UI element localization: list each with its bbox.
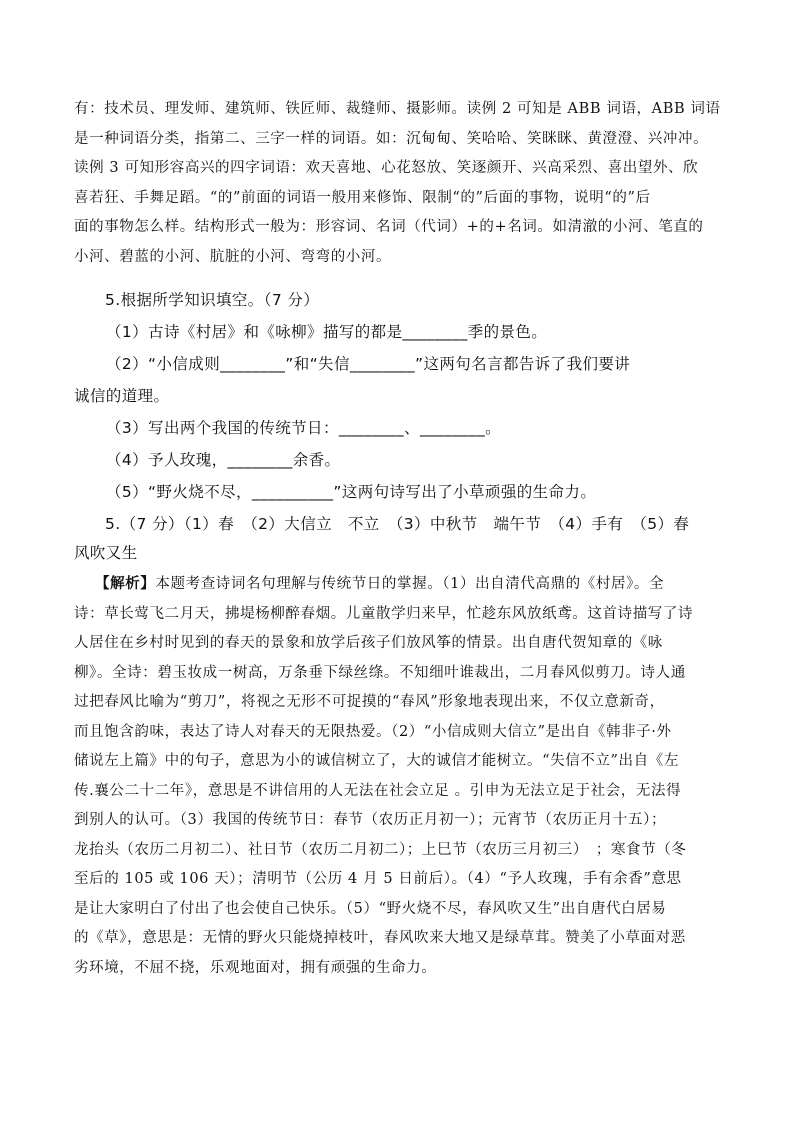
text-line: 是一种词语分类，指第二、三字一样的词语。如：沉甸甸、笑哈哈、笑眯眯、黄澄澄、兴冲冲。	[74, 130, 709, 147]
answer-line: 5.（7 分）（1）春 （2）大信立 不立 （3）中秋节 端午节 （4）手有 （5）春	[105, 515, 690, 533]
previous-analysis	[74, 95, 726, 272]
question-item-3: （3）写出两个我国的传统节日：________、________。	[106, 419, 502, 437]
question-item-4: （4）予人玫瑰，________余香。	[106, 451, 341, 469]
text-line: 有：技术员、理发师、建筑师、铁匠师、裁缝师、摄影师。读例 2 可知是 ABB 词语，ABB 词语	[74, 101, 721, 117]
analysis-line: 而且饱含韵味，表达了诗人对春天的无限热爱。（2）“小信成则大信立”是出自《韩非子·外	[74, 723, 672, 740]
text-line: 读例 3 可知形容高兴的四字词语：欢天喜地、心花怒放、笑逐颜开、兴高采烈、喜出望外、欣	[74, 160, 699, 176]
text-line: 面的事物怎么样。结构形式一般为：形容词、名词（代词）+的+名词。如清澈的小河、笔直的	[74, 219, 704, 235]
text-line: 喜若狂、手舞足蹈。“的”前面的词语一般用来修饰、限制“的”后面的事物，说明“的”后	[74, 189, 651, 206]
answer-line: 风吹又生	[74, 544, 138, 562]
analysis-line: 至后的 105 或 106 天）；清明节（公历 4 月 5 日前后）。（4）“予人玫瑰，手有余香”意思	[74, 871, 682, 887]
question-5	[74, 284, 726, 508]
question-item-2-cont: 诚信的道理。	[74, 387, 170, 405]
answer-block	[74, 510, 726, 568]
analysis-line: 诗：草长莺飞二月天，拂堤杨柳醉春烟。儿童散学归来早，忙趁东风放纸鸢。这首诗描写了诗	[74, 605, 694, 622]
analysis-line: 是让大家明白了付出了也会使自己快乐。（5）“野火烧不尽，春风吹又生”出自唐代白居易	[74, 900, 667, 917]
analysis-line: 人居住在乡村时见到的春天的景象和放学后孩子们放风筝的情景。出自唐代贺知章的《咏	[74, 635, 663, 651]
question-item-5: （5）“野火烧不尽，__________”这两句诗写出了小草顽强的生命力。	[106, 483, 597, 501]
analysis-tag: 【解析】	[95, 576, 156, 592]
analysis-line: 过把春风比喻为“剪刀”，将视之无形不可捉摸的“春风”形象地表现出来，不仅立意新奇，	[74, 694, 665, 710]
analysis-line: 的《草》，意思是：无情的野火只能烧掉枝叶，春风吹来大地又是绿草茸。赞美了小草面对恶	[74, 930, 686, 946]
analysis-line: 龙抬头（农历二月初二）、社日节（农历二月初二）；上巳节（农历三月初三） ；寒食节（冬	[74, 841, 687, 858]
analysis-first-line	[74, 570, 726, 600]
analysis-line: 劣环境，不屈不挠，乐观地面对，拥有顽强的生命力。	[74, 959, 437, 976]
analysis-line: 储说左上篇》中的句子，意思为小的诚信树立了，大的诚信才能树立。“失信不立”出自《左	[74, 753, 679, 769]
analysis-block	[74, 570, 726, 983]
analysis-line: 柳》。全诗：碧玉妆成一树高，万条垂下绿丝绦。不知细叶谁裁出，二月春风似剪刀。诗人通	[74, 664, 686, 681]
text-line: 小河、碧蓝的小河、肮脏的小河、弯弯的小河。	[74, 248, 392, 265]
question-item-2: （2）“小信成则________”和“失信________”这两句名言都告诉了我们要讲	[106, 355, 631, 373]
analysis-line: 传.襄公二十二年》，意思是不讲信用的人无法在社会立足 。引申为无法立足于社会，无法得	[74, 782, 682, 799]
analysis-line: 到别人的认可。（3）我国的传统节日：春节（农历正月初一）；元宵节（农历正月十五）；	[74, 812, 667, 828]
question-title: 5.根据所学知识填空。（7 分）	[105, 291, 320, 309]
question-item-1: （1）古诗《村居》和《咏柳》描写的都是________季的景色。	[106, 323, 548, 341]
analysis-text: 本题考查诗词名句理解与传统节日的掌握。（1）出自清代高鼎的《村居》。全	[155, 576, 665, 592]
